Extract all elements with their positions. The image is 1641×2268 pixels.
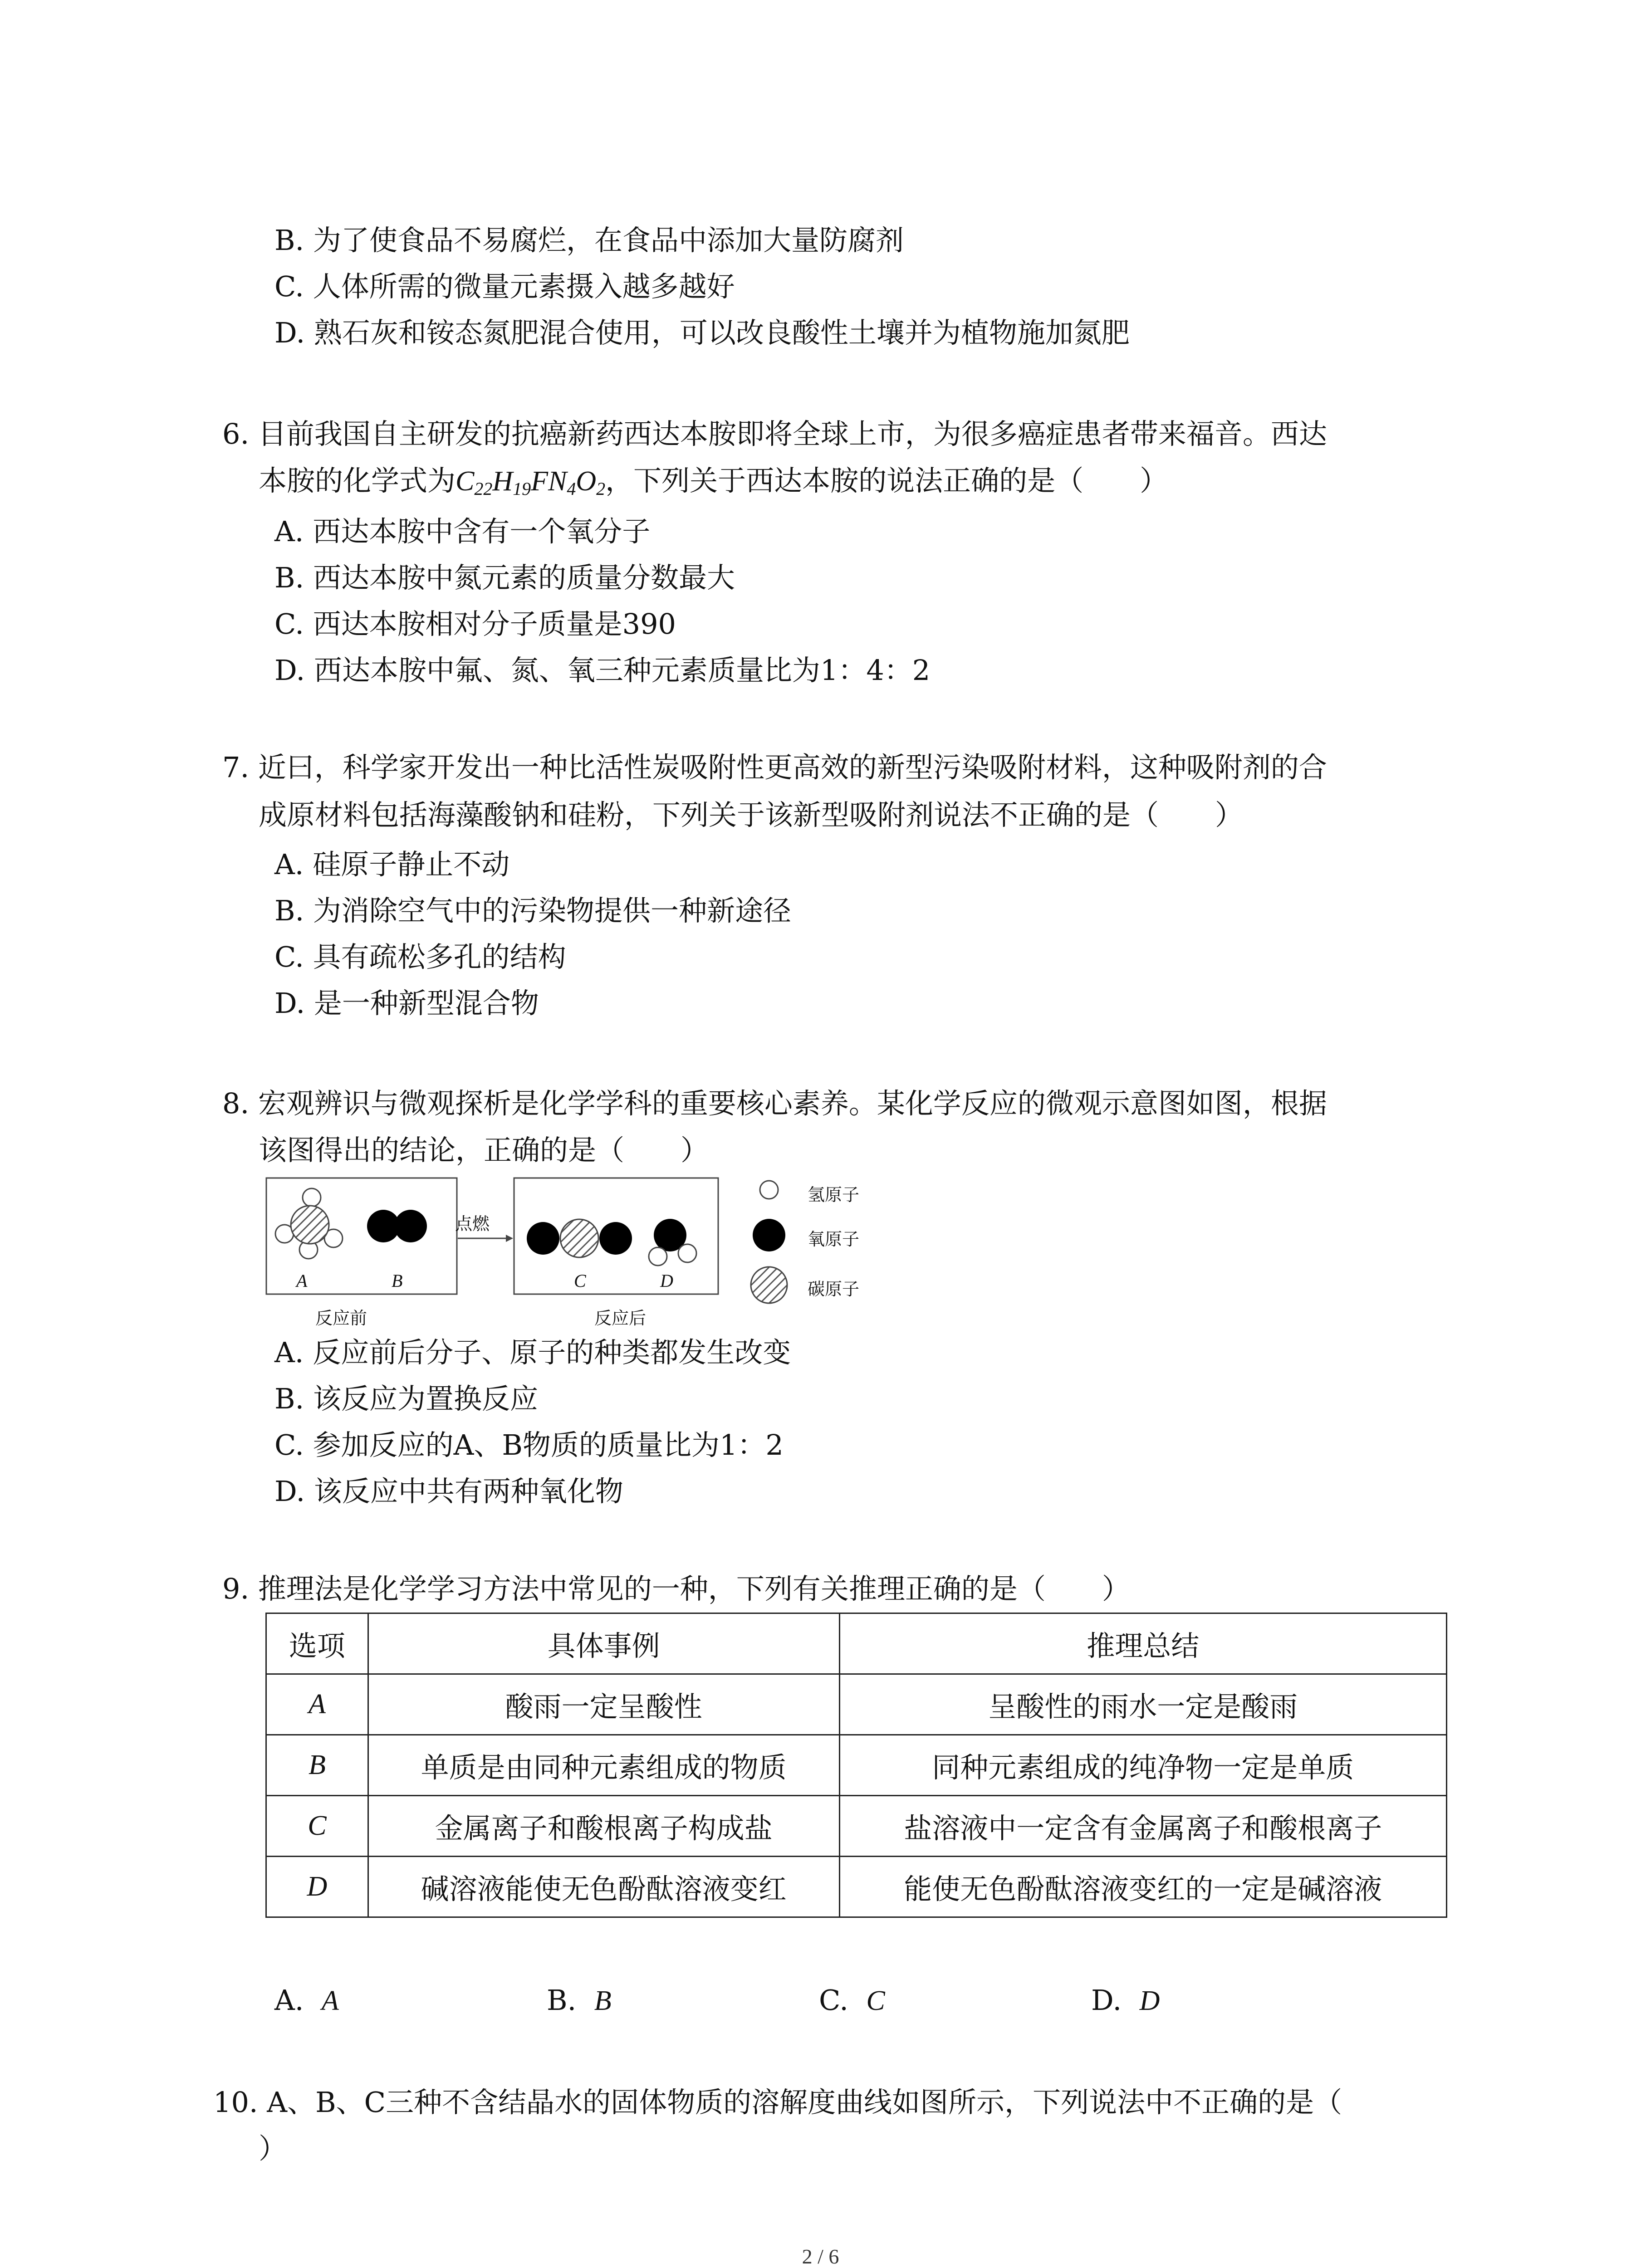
q7-option-d: D. 是一种新型混合物	[274, 987, 539, 1020]
legend-carbon	[751, 1267, 787, 1303]
molecule-label-c: C	[574, 1271, 586, 1291]
legend-carbon-label: 碳原子	[808, 1279, 860, 1299]
row-option: A	[266, 1674, 368, 1735]
q7-option-b: B. 为消除空气中的污染物提供一种新途径	[274, 894, 791, 927]
q9-stem: 9. 推理法是化学学习方法中常见的一种，下列有关推理正确的是（ ）	[222, 1572, 1130, 1605]
header-option: 选项	[266, 1613, 368, 1674]
q8-option-a: A. 反应前后分子、原子的种类都发生改变	[274, 1336, 791, 1369]
row-conclusion: 呈酸性的雨水一定是酸雨	[839, 1674, 1446, 1735]
header-conclusion: 推理总结	[839, 1613, 1446, 1674]
q5-option-b: B. 为了使食品不易腐烂，在食品中添加大量防腐剂	[274, 224, 904, 257]
q6-option-a: A. 西达本胺中含有一个氧分子	[274, 515, 651, 548]
q6-stem-line2	[259, 463, 1168, 507]
after-label: 反应后	[594, 1308, 647, 1328]
chemical-formula: $C_{22}H_{19}FN_4O_2$	[456, 466, 606, 499]
q8-option-b: B. 该反应为置换反应	[274, 1382, 538, 1415]
hydrogen-atom	[303, 1188, 321, 1207]
q8-stem-line2: 该图得出的结论，正确的是（ ）	[259, 1134, 709, 1167]
row-example: 金属离子和酸根离子构成盐	[368, 1796, 839, 1857]
q6-option-b: B. 西达本胺中氮元素的质量分数最大	[274, 561, 735, 594]
q10-stem-line2: ）	[259, 2132, 287, 2165]
table-row	[266, 1796, 1447, 1857]
molecule-label-a: A	[296, 1271, 308, 1291]
header-example: 具体事例	[368, 1613, 839, 1674]
carbon-atom	[291, 1206, 329, 1244]
q7-stem-line1: 7. 近曰，科学家开发出一种比活性炭吸附性更高效的新型污染吸附材料，这种吸附剂的合	[222, 751, 1327, 784]
q6-option-d: D. 西达本胺中氟、氮、氧三种元素质量比为1：4：2	[274, 654, 931, 687]
q5-option-d: D. 熟石灰和铵态氮肥混合使用，可以改良酸性土壤并为植物施加氮肥	[274, 316, 1130, 349]
q8-stem-line1: 8. 宏观辨识与微观探析是化学学科的重要核心素养。某化学反应的微观示意图如图，根据	[222, 1087, 1327, 1120]
hydrogen-atom	[649, 1247, 667, 1266]
q9-answer-b: B. B	[547, 1984, 612, 2017]
row-option: C	[266, 1796, 368, 1857]
q8-option-d: D. 该反应中共有两种氧化物	[274, 1475, 623, 1508]
oxygen-atom	[527, 1222, 559, 1255]
arrow-head	[506, 1235, 513, 1242]
q6-stem-prefix: 本胺的化学式为	[259, 464, 456, 497]
oxygen-atom	[394, 1210, 427, 1242]
q9-answer-c: C. C	[819, 1984, 885, 2017]
q9-answer-a: A. A	[274, 1984, 339, 2017]
legend-hydrogen-label: 氢原子	[808, 1185, 860, 1205]
row-conclusion: 同种元素组成的纯净物一定是单质	[839, 1735, 1446, 1796]
q7-option-a: A. 硅原子静止不动	[274, 848, 510, 881]
before-label: 反应前	[315, 1308, 367, 1328]
molecule-label-b: B	[392, 1271, 403, 1291]
arrow-label: 点燃	[455, 1214, 490, 1234]
q9-answer-d: D. D	[1091, 1984, 1160, 2017]
reaction-diagram	[265, 1177, 901, 1331]
legend-hydrogen	[760, 1181, 778, 1199]
table-header-row	[266, 1613, 1447, 1674]
q6-stem-line1: 6. 目前我国自主研发的抗癌新药西达本胺即将全球上市，为很多癌症患者带来福音。西达	[222, 417, 1327, 450]
table-row	[266, 1857, 1447, 1917]
q6-stem-suffix: ，下列关于西达本胺的说法正确的是（ ）	[605, 464, 1168, 497]
q10-stem-line1: 10. A、B、C三种不含结晶水的固体物质的溶解度曲线如图所示，下列说法中不正确的是（	[213, 2086, 1342, 2119]
row-option: D	[266, 1857, 368, 1917]
page-number: 2 / 6	[802, 2245, 839, 2268]
molecule-label-d: D	[660, 1271, 673, 1291]
row-option: B	[266, 1735, 368, 1796]
q5-option-c: C. 人体所需的微量元素摄入越多越好	[274, 270, 735, 303]
carbon-atom	[560, 1219, 598, 1257]
q8-option-c: C. 参加反应的A、B物质的质量比为1：2	[274, 1428, 784, 1461]
legend-oxygen-label: 氧原子	[808, 1229, 860, 1249]
q7-option-c: C. 具有疏松多孔的结构	[274, 940, 566, 973]
oxygen-atom	[599, 1222, 632, 1255]
row-example: 单质是由同种元素组成的物质	[368, 1735, 839, 1796]
reasoning-table	[265, 1613, 1447, 1918]
row-example: 酸雨一定呈酸性	[368, 1674, 839, 1735]
legend-oxygen	[753, 1219, 785, 1251]
table-row	[266, 1674, 1447, 1735]
row-example: 碱溶液能使无色酚酞溶液变红	[368, 1857, 839, 1917]
row-conclusion: 能使无色酚酞溶液变红的一定是碱溶液	[839, 1857, 1446, 1917]
table-row	[266, 1735, 1447, 1796]
row-conclusion: 盐溶液中一定含有金属离子和酸根离子	[839, 1796, 1446, 1857]
q6-option-c: C. 西达本胺相对分子质量是390	[274, 607, 676, 640]
q7-stem-line2: 成原材料包括海藻酸钠和硅粉，下列关于该新型吸附剂说法不正确的是（ ）	[259, 798, 1244, 831]
hydrogen-atom	[678, 1244, 696, 1262]
